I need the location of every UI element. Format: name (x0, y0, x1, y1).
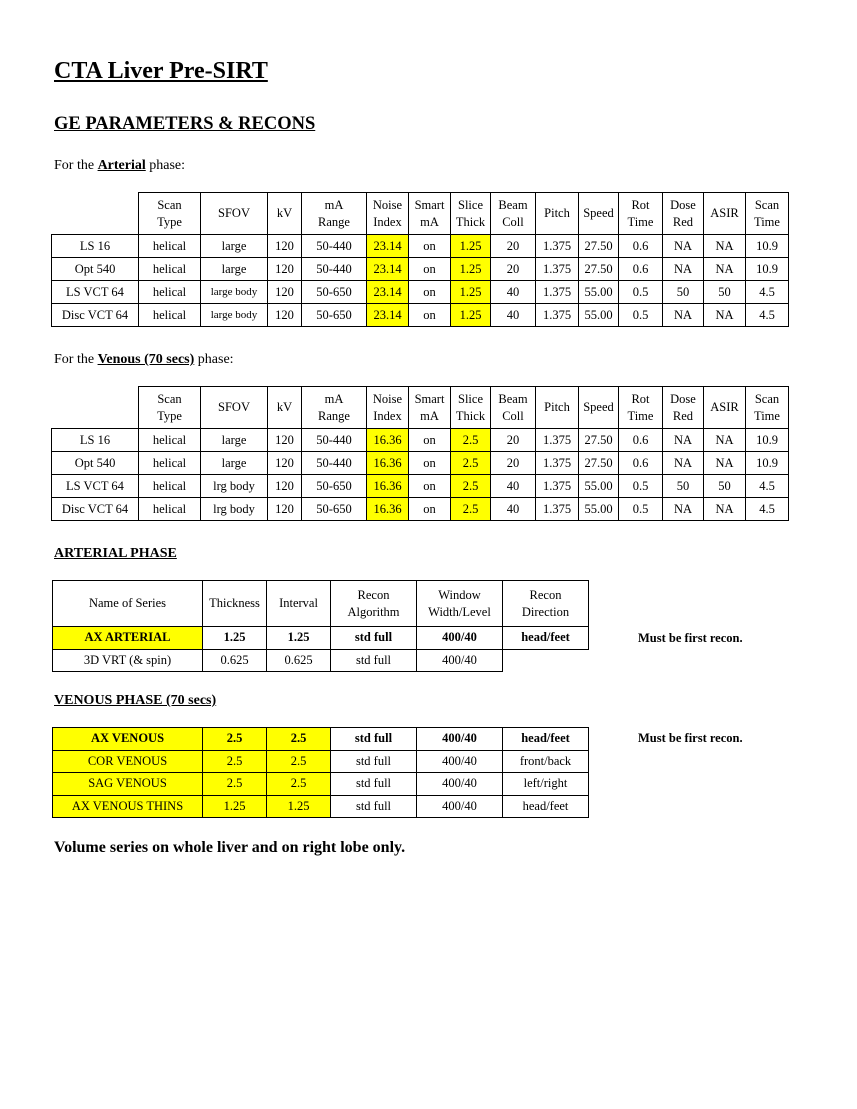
table-cell: large body (201, 281, 268, 304)
table-cell: 4.5 (746, 475, 789, 498)
blank-corner-cell (52, 193, 139, 235)
table-cell: 120 (268, 304, 302, 327)
table-cell: on (409, 498, 451, 521)
table-cell: on (409, 258, 451, 281)
table-row (53, 750, 589, 773)
column-header-line: SFOV (218, 206, 250, 220)
table-cell: 23.14 (367, 304, 409, 327)
column-header (536, 193, 579, 235)
table-cell: 50-650 (302, 498, 367, 521)
table-cell: 400/40 (417, 750, 503, 773)
column-header (331, 581, 417, 627)
table-header-row (52, 193, 789, 235)
column-header-line: Scan (157, 391, 182, 406)
table-cell: helical (139, 498, 201, 521)
column-header (663, 387, 704, 429)
table-cell: NA (704, 429, 746, 452)
table-cell: std full (331, 795, 417, 818)
table-cell: 120 (268, 475, 302, 498)
column-header (367, 193, 409, 235)
table-cell: 20 (491, 429, 536, 452)
table-cell: large (201, 429, 268, 452)
table-row (52, 452, 789, 475)
table-cell: NA (704, 452, 746, 475)
table-cell: on (409, 452, 451, 475)
table-cell: 10.9 (746, 258, 789, 281)
column-header-line: Dose (670, 197, 696, 212)
table-cell: 16.36 (367, 452, 409, 475)
table-cell: std full (331, 627, 417, 650)
column-header-line: Rot (631, 197, 650, 212)
series-name-cell: AX VENOUS (53, 728, 203, 751)
table-cell: on (409, 304, 451, 327)
table-cell: 1.375 (536, 235, 579, 258)
table-cell: 50-440 (302, 235, 367, 258)
table-cell: 400/40 (417, 728, 503, 751)
column-header (704, 387, 746, 429)
table-cell: 2.5 (267, 728, 331, 751)
column-header-line: Time (754, 214, 780, 229)
table-cell: NA (663, 452, 704, 475)
arterial-intro: For the Arterial phase: (54, 158, 186, 173)
column-header (746, 193, 789, 235)
table-cell: on (409, 235, 451, 258)
table-cell: 2.5 (267, 750, 331, 773)
table-cell: helical (139, 281, 201, 304)
table-cell: 23.14 (367, 258, 409, 281)
table-cell: 120 (268, 281, 302, 304)
table-cell: 400/40 (417, 649, 503, 672)
table-cell: NA (704, 258, 746, 281)
table-cell: 10.9 (746, 235, 789, 258)
table-cell: std full (331, 649, 417, 672)
column-header (491, 387, 536, 429)
table-cell: 40 (491, 281, 536, 304)
table-cell: 0.5 (619, 281, 663, 304)
table-header-row (52, 387, 789, 429)
table-cell: NA (663, 258, 704, 281)
column-header (268, 193, 302, 235)
table-row (53, 649, 589, 672)
table-cell: 1.25 (451, 304, 491, 327)
column-header (536, 387, 579, 429)
table-cell: 1.375 (536, 281, 579, 304)
table-cell: 1.375 (536, 429, 579, 452)
table-cell: 50 (663, 281, 704, 304)
table-cell: 0.6 (619, 452, 663, 475)
scanner-name-cell: Opt 540 (52, 258, 139, 281)
table-cell: on (409, 475, 451, 498)
column-header-line: Index (373, 408, 402, 423)
table-cell: 1.25 (451, 258, 491, 281)
scanner-name-cell: LS VCT 64 (52, 475, 139, 498)
column-header-line: Time (627, 408, 654, 423)
column-header-line: Speed (583, 400, 614, 414)
column-header (503, 581, 589, 627)
column-header-line: Pitch (544, 400, 570, 414)
column-header (619, 387, 663, 429)
arterial-emphasis: Arterial (97, 158, 146, 173)
table-cell: 50 (704, 281, 746, 304)
column-header-line: Beam (498, 197, 528, 212)
column-header-line: Type (157, 214, 182, 229)
table-cell: head/feet (503, 795, 589, 818)
column-header-line: Window (438, 587, 481, 602)
table-cell: 50-650 (302, 475, 367, 498)
blank-corner-cell (52, 387, 139, 429)
table-cell: 4.5 (746, 498, 789, 521)
arterial-parameters-table (51, 192, 789, 327)
table-cell: left/right (503, 773, 589, 796)
table-cell: 120 (268, 258, 302, 281)
table-cell: std full (331, 773, 417, 796)
table-cell: 2.5 (451, 429, 491, 452)
table-cell: large (201, 258, 268, 281)
column-header (139, 387, 201, 429)
column-header (267, 581, 331, 627)
table-cell: NA (663, 304, 704, 327)
column-header (53, 581, 203, 627)
column-header-line: Range (318, 408, 350, 423)
table-cell: 400/40 (417, 627, 503, 650)
column-header-line: mA (420, 408, 439, 423)
table-cell: 120 (268, 452, 302, 475)
series-name-cell: SAG VENOUS (53, 773, 203, 796)
column-header (409, 387, 451, 429)
column-header (302, 193, 367, 235)
column-header (417, 581, 503, 627)
arterial-recon-table (52, 580, 589, 672)
table-cell: 2.5 (203, 750, 267, 773)
column-header-line: Noise (372, 391, 403, 406)
table-cell: 40 (491, 304, 536, 327)
scanner-name-cell: LS VCT 64 (52, 281, 139, 304)
table-row (52, 498, 789, 521)
table-cell: 10.9 (746, 452, 789, 475)
table-cell: 55.00 (579, 475, 619, 498)
scanner-name-cell: LS 16 (52, 235, 139, 258)
column-header (139, 193, 201, 235)
table-cell: 1.375 (536, 304, 579, 327)
column-header-line: Dose (670, 391, 696, 406)
table-cell: 0.5 (619, 475, 663, 498)
table-row (53, 728, 589, 751)
table-row (52, 258, 789, 281)
column-header (268, 387, 302, 429)
column-header-line: ASIR (710, 400, 739, 414)
table-cell: 1.375 (536, 258, 579, 281)
footer-note: Volume series on whole liver and on right lobe only. (54, 839, 406, 856)
table-cell: 50-440 (302, 452, 367, 475)
column-header-line: Coll (502, 408, 524, 423)
table-cell: 27.50 (579, 235, 619, 258)
table-cell: 0.625 (267, 649, 331, 672)
arterial-phase-heading: ARTERIAL PHASE (54, 546, 177, 561)
table-cell: 120 (268, 498, 302, 521)
table-cell: on (409, 429, 451, 452)
page-title: CTA Liver Pre-SIRT (54, 58, 268, 84)
table-cell: 1.375 (536, 452, 579, 475)
column-header-line: kV (276, 400, 293, 414)
table-cell: std full (331, 728, 417, 751)
venous-phase-heading: VENOUS PHASE (70 secs) (54, 693, 217, 708)
table-cell: 16.36 (367, 475, 409, 498)
column-header-line: Recon (529, 587, 562, 602)
column-header-line: SFOV (218, 400, 250, 414)
column-header-line: Range (318, 214, 350, 229)
venous-parameters-table (51, 386, 789, 521)
table-row (52, 304, 789, 327)
column-header-line: Beam (498, 391, 528, 406)
column-header-line: Noise (372, 197, 403, 212)
column-header-line: Type (157, 408, 182, 423)
table-cell: 2.5 (203, 773, 267, 796)
table-row (53, 773, 589, 796)
table-cell: 4.5 (746, 281, 789, 304)
column-header-line: Time (627, 214, 654, 229)
table-cell: 50-650 (302, 304, 367, 327)
column-header (579, 193, 619, 235)
scanner-name-cell: Opt 540 (52, 452, 139, 475)
table-row (52, 475, 789, 498)
table-cell: 120 (268, 429, 302, 452)
table-cell: helical (139, 429, 201, 452)
column-header (201, 193, 268, 235)
table-cell: large (201, 235, 268, 258)
table-cell: 23.14 (367, 281, 409, 304)
column-header-line: Scan (754, 391, 780, 406)
column-header-line: Smart (414, 197, 445, 212)
table-cell: 1.25 (203, 627, 267, 650)
series-name-cell: AX ARTERIAL (53, 627, 203, 650)
column-header (451, 387, 491, 429)
table-cell: 50-440 (302, 258, 367, 281)
column-header (203, 581, 267, 627)
table-row (53, 627, 589, 650)
column-header (619, 193, 663, 235)
table-cell: 0.6 (619, 235, 663, 258)
column-header (367, 387, 409, 429)
table-cell: 20 (491, 452, 536, 475)
column-header-line: Rot (631, 391, 650, 406)
column-header (409, 193, 451, 235)
column-header-line: Name of Series (88, 596, 167, 610)
venous-intro: For the Venous (70 secs) phase: (54, 352, 234, 367)
scanner-name-cell: Disc VCT 64 (52, 304, 139, 327)
column-header-line: Smart (414, 391, 445, 406)
column-header-line: Coll (502, 214, 524, 229)
column-header (201, 387, 268, 429)
column-header-line: Interval (279, 596, 318, 610)
scanner-name-cell: Disc VCT 64 (52, 498, 139, 521)
column-header-line: kV (276, 206, 293, 220)
table-cell: 50-650 (302, 281, 367, 304)
series-name-cell: AX VENOUS THINS (53, 795, 203, 818)
table-cell: 1.375 (536, 498, 579, 521)
table-cell: 4.5 (746, 304, 789, 327)
table-cell: 23.14 (367, 235, 409, 258)
column-header-line: Recon (357, 587, 390, 602)
column-header-line: mA (420, 214, 439, 229)
column-header-line: Pitch (544, 206, 570, 220)
table-cell: 50-440 (302, 429, 367, 452)
table-cell: 0.6 (619, 429, 663, 452)
column-header-line: mA (324, 197, 344, 212)
table-cell: helical (139, 475, 201, 498)
table-header-row (53, 581, 589, 627)
venous-first-recon-note: Must be first recon. (638, 731, 743, 745)
table-cell: 400/40 (417, 795, 503, 818)
column-header-line: mA (324, 391, 344, 406)
table-cell: helical (139, 452, 201, 475)
table-cell: NA (704, 304, 746, 327)
venous-recon-table (52, 727, 589, 818)
table-cell: 16.36 (367, 429, 409, 452)
table-cell: std full (331, 750, 417, 773)
table-row (52, 281, 789, 304)
table-cell: head/feet (503, 627, 589, 650)
table-cell: 55.00 (579, 281, 619, 304)
table-cell: 0.6 (619, 258, 663, 281)
table-cell: 1.25 (267, 627, 331, 650)
scanner-name-cell: LS 16 (52, 429, 139, 452)
table-cell: head/feet (503, 728, 589, 751)
column-header (579, 387, 619, 429)
table-cell: helical (139, 258, 201, 281)
table-cell: 27.50 (579, 452, 619, 475)
table-cell: 20 (491, 258, 536, 281)
column-header-line: Thick (455, 214, 486, 229)
table-cell: lrg body (201, 475, 268, 498)
table-cell: 2.5 (203, 728, 267, 751)
table-cell: 27.50 (579, 429, 619, 452)
venous-emphasis: Venous (70 secs) (97, 352, 195, 367)
table-cell: 2.5 (267, 773, 331, 796)
table-cell: NA (663, 498, 704, 521)
column-header-line: Thickness (209, 596, 260, 610)
table-cell: 1.25 (267, 795, 331, 818)
table-cell: 55.00 (579, 498, 619, 521)
table-cell: 16.36 (367, 498, 409, 521)
column-header (302, 387, 367, 429)
column-header (491, 193, 536, 235)
table-cell: front/back (503, 750, 589, 773)
column-header-line: Slice (458, 197, 483, 212)
table-cell: large body (201, 304, 268, 327)
table-cell: 40 (491, 498, 536, 521)
table-cell: helical (139, 235, 201, 258)
table-cell: 2.5 (451, 475, 491, 498)
table-row (52, 429, 789, 452)
table-cell: 50 (663, 475, 704, 498)
table-cell: 0.625 (203, 649, 267, 672)
column-header (704, 193, 746, 235)
column-header (451, 193, 491, 235)
table-cell: helical (139, 304, 201, 327)
table-cell: 27.50 (579, 258, 619, 281)
table-cell: NA (663, 429, 704, 452)
column-header-line: Time (754, 408, 780, 423)
series-name-cell: 3D VRT (& spin) (53, 649, 203, 672)
table-cell: 120 (268, 235, 302, 258)
table-cell: 55.00 (579, 304, 619, 327)
column-header-line: ASIR (710, 206, 739, 220)
column-header (746, 387, 789, 429)
series-name-cell: COR VENOUS (53, 750, 203, 773)
column-header-line: Slice (458, 391, 483, 406)
section-subtitle: GE PARAMETERS & RECONS (54, 114, 316, 134)
table-cell: 1.25 (203, 795, 267, 818)
column-header-line: Thick (455, 408, 486, 423)
column-header-line: Direction (521, 604, 570, 619)
column-header-line: Red (672, 214, 694, 229)
table-cell: 400/40 (417, 773, 503, 796)
table-cell: NA (704, 235, 746, 258)
column-header (663, 193, 704, 235)
column-header-line: Algorithm (347, 604, 400, 619)
table-cell: 20 (491, 235, 536, 258)
column-header-line: Scan (754, 197, 780, 212)
table-cell: 40 (491, 475, 536, 498)
table-cell: lrg body (201, 498, 268, 521)
table-cell: 0.5 (619, 304, 663, 327)
table-cell: NA (663, 235, 704, 258)
table-cell: NA (704, 498, 746, 521)
column-header-line: Scan (157, 197, 182, 212)
table-row (52, 235, 789, 258)
table-cell: large (201, 452, 268, 475)
table-row (53, 795, 589, 818)
table-cell: on (409, 281, 451, 304)
table-cell: 1.25 (451, 281, 491, 304)
table-cell: 1.375 (536, 475, 579, 498)
column-header-line: Width/Level (428, 604, 491, 619)
table-cell: 2.5 (451, 498, 491, 521)
table-cell: 50 (704, 475, 746, 498)
column-header-line: Red (672, 408, 694, 423)
table-cell: 2.5 (451, 452, 491, 475)
column-header-line: Speed (583, 206, 614, 220)
arterial-first-recon-note: Must be first recon. (638, 631, 743, 645)
table-cell: 0.5 (619, 498, 663, 521)
column-header-line: Index (373, 214, 402, 229)
table-cell: 1.25 (451, 235, 491, 258)
table-cell: 10.9 (746, 429, 789, 452)
